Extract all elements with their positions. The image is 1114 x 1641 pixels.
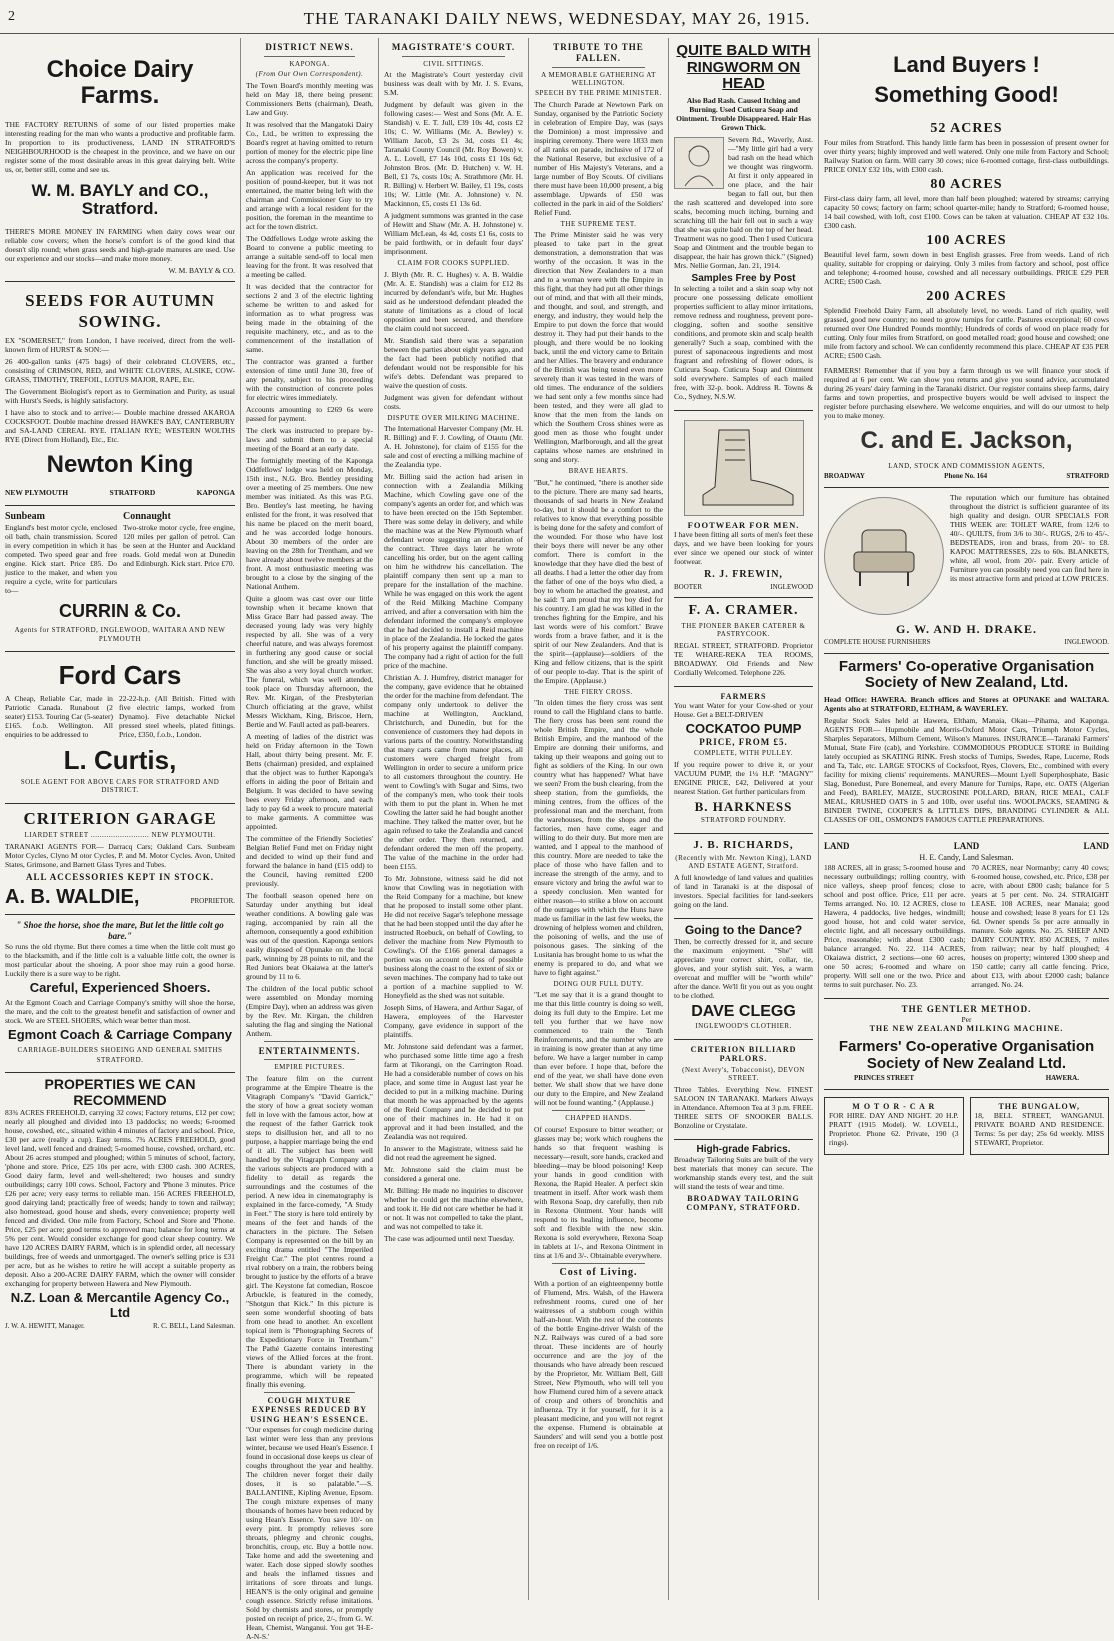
claim-heading: CLAIM FOR COOKS SUPPLIED. [397, 259, 510, 268]
fco2-town: HAWERA. [1045, 1074, 1079, 1083]
bald-body: Severn Rd., Waverly, Aust.—"My little girl had a very bad rash on the head which we thought was ringworm. At first it only appeared in one place, and the hair began to fall out, but then the rash scattered and developed into sore scabs, becoming much itching, burning and scratching till the hair fell out in such a way that she was quite bald on the top of her head. Treatment was no good. Then I used Cuticura Soap and Ointment and the trouble began to disappear, the hair has grown thick." (Signed) Mrs. Nellie Gorman, Jan. 21, 1914. [674, 134, 813, 270]
motor-car-ad [824, 1097, 964, 1156]
farmers-heading: FARMERS [720, 691, 767, 701]
article-paragraph: "In olden times the fiery cross was sent round to call the Highland clans to battle. The fiery cross has been sent round the whole British Empire, and the whole British Empire, and the manhood of the Empire are donning their uniforms, and taking up their weapons and going out to fight as soldiers of the King. In our own country what has happened? What have we seen? From the bush clearing, from the sheep station, from the gumfields, the mining centres, from the offices of the professional man and the merchant, from the warehouses, from the shops and the factories, men have come, eager and willing to do their duty. But more men are wanted, and I appeal to the manhood of this country. More are needed to take the place of those who have fallen and to increase the strength of the army, and to ensure victory and bring the awful war to a speedy conclusion. Men wanted for either reason—to strike a blow on account of the outrages with which the Huns have made us familiar in the last few weeks, the drowning of helpless women and children, the poisoning of wells, and the use of poisonous gases. The sinking of the Lusitania has brought home to us what the enemy is prepared to do, and what we have to fight against." [534, 697, 663, 977]
properties-title: PROPERTIES WE CAN RECOMMEND [44, 1076, 196, 1108]
court-heading: MAGISTRATE'S COURT. [391, 42, 516, 52]
article-paragraph: To Mr. Johnstone, witness said he did not know that Cowling was in negotiation with the Reid Company for a machine, but knew that he proposed to install some other plant. He did not receive Sagar's telephone message that he had been stopped until the day after he instructed Roebuck, on behalf of Cowling, to deliver the machine from New Plymouth to Cowling's. Of the £166 general damages a portion was on account of loss of possible business along the coast to the extent of six or seven machines. The company had to take out a portion of a machine supplied to W. Honeyfield as the shed was not suitable. [384, 873, 523, 1000]
brave-heading: BRAVE HEARTS. [568, 467, 629, 476]
divider [552, 1263, 645, 1264]
article-paragraph: In answer to the Magistrate, witness said he did not read the agreement he signed. [384, 1143, 523, 1162]
milking-machine-ad [824, 999, 1109, 1090]
sunbeam-body: England's best motor cycle, enclosed oil bath, chain transmission. Scored in every competition in which it has competed. Two speed gear and free engine. Kick start. Price £85. Do justice to the maker, and when you require a cycle, write for particulars to— [5, 523, 117, 596]
land-buyers-title: Land Buyers ! [893, 52, 1040, 77]
fco-ad [824, 654, 1109, 834]
cramer-name: F. A. CRAMER. [688, 603, 799, 619]
vacuum-body: If you require power to drive it, or your VACUUM PUMP, the 1¼ H.P. "MAGNY" ENGINE PRICE, £42, Delivered at your nearest Station. Get further particulars from [674, 759, 813, 796]
fco-title: Society of New Zealand, Ltd. [864, 674, 1069, 692]
newton-king-logo: Newton King [46, 450, 194, 478]
chapped-heading: CHAPPED HANDS. [565, 1114, 632, 1123]
article-paragraph: Judgment was given for defendant without costs. [384, 392, 523, 411]
connaught-heading: Connaught [123, 511, 171, 523]
article-paragraph: Mr. Johnstone said defendant was a farmer, who purchased some little time ago a fresh farm at Tikorangi, on the Carrington Road. He had a considerable number of cows on his place, and some time in August last year he decided to put in a milking machine. During that month he was approached by the agents of the Reid Company and he decided to put one of their machines in. He had it on approval and it had been installed, and the Zealandia was not required. [384, 1041, 523, 1141]
divider [552, 67, 645, 68]
fabrics-body: Broadway Tailoring Suits are built of the very best materials that money can secure. The workmanship stands every test, and the suit will stand the tests of wear and time. [674, 1154, 813, 1191]
jackson-ad [824, 38, 1109, 488]
jackson-phone: Phone No. 164 [944, 472, 988, 481]
salesman: R. C. BELL, Land Salesman. [152, 1321, 235, 1330]
article-paragraph: Mr. Billing said the action had arisen in connection with a Zealandia Milking Machine, which Cowling gave one of the company's agents an order for, and which was to have been erected on the 15th September. There was some delay in delivery, and while the machine was at the New Plymouth wharf defendant wrote suggesting an alteration of the contract. Three days later he wrote cancelling his order, but on the agent calling on him he withdrew his cancellation. The plaintiff company then sent up a man to prepare for the installation of the machine. While he was engaged on this work the agent of the Reid Milking Machine Company arrived, and after a conversation with him the defendant informed the company's employee that he had decided to install a Reid machine in place of the Zealandia. He locked the gates of his property against the plaintiff company. The company had a right of action for the full price of the machine. [384, 471, 523, 670]
drake-name: G. W. AND H. DRAKE. [895, 621, 1038, 636]
acres-body: Four miles from Stratford. This handy little farm has been in possession of present owner for over thirty years; highly improved and well watered. Only one mile from Factory and School; Railway Station on farm. Will carry 30 cows; nice 6-roomed cottage, first-class outbuildings. PRICE ONLY £32 10s, with £300 cash. [824, 138, 1109, 175]
something-good-title: Something Good! [874, 82, 1059, 108]
place: STRATFORD [109, 488, 156, 498]
article-paragraph: The Prime Minister said he was very pleased to take part in the great demonstration, a demonstration that was worthy of the occasion. It was in the direction that New Zealanders to a man and to a woman were with the Empire in this fight, that they had put all other things out of mind, and that with all their minds, and thought, and soul, and strength, and energy, and industry, they would help the Empire to put down the force that would destroy it. They had put their hands to the plough, and there would be no looking back, until the end victory came to Britain and her Allies. The bravery and endurance of the British was being tested even more severely than it was tested in the wars of old times. The endurance of the soldiers we had sent only a few months since had been tested, and they were all glad to know that the men from the lands on which the Southern Cross shines were as good men as those who fought under Wellington, Marlborough, and all the great captains whose names are enshrined in song and story. [534, 230, 663, 465]
drake-trade: COMPLETE HOUSE FURNISHERS [824, 638, 931, 647]
article-paragraph: The football season opened here on Saturday under anything but ideal weather conditions. A bowling gale was raging, accompanied by rain all the afternoon, consequently a good exhibition was out of the question. Kaponga seniors easily disposed of Opunake on the local park, winning by 28 points to nil, and the Red Juniors beat Okaiawa at the latter's ground by 11 to 6. [246, 890, 373, 981]
egmont-trades: CARRIAGE-BUILDERS SHOEING AND GENERAL SMITHS [17, 1045, 223, 1054]
farmers-body: You want Water for your Cow-shed or your House. Get a BELT-DRIVEN [674, 701, 813, 720]
girl-portrait-icon [679, 140, 719, 186]
egmont-place: STRATFORD. [96, 1056, 144, 1065]
bald-title: QUITE BALD WITH RINGWORM ON HEAD [676, 42, 811, 92]
broadway-name: BROADWAY TAILORING COMPANY, STRATFORD. [686, 1193, 801, 1213]
fco2-street: PRINCES STREET [854, 1074, 915, 1083]
article-paragraph: The clerk was instructed to prepare by-laws and submit them to a special meeting of the Board at an early date. [246, 425, 373, 453]
acres-body: Splendid Freehold Dairy Farm, all absolutely level, no weeds. Land of rich quality, well grassed, good new country; no need to grow turnips for cattle. Pastures exceptional; 60 cows returned over One Hundred Pounds monthly; Hundreds of cords of wood on place ready for cutting. Only four miles from Stratford, on good metalled road; good house and cowshed; one mile from factory and school. We can confidently recommend this place. CHEAP AT £35 PER ACRE; £500 Cash. [824, 305, 1109, 360]
harkness-sub: STRATFORD FOUNDRY. [700, 816, 787, 825]
clegg-sub: INGLEWOOD'S CLOTHIER. [695, 1022, 792, 1031]
frewin-trade: BOOTER [674, 582, 702, 591]
farmers-note: FARMERS! Remember that if you buy a farm through us we will finance your stock if required at 6 per cent. We can show you returns and give you sound advice, accumulated during 26 years' dairy farming in the Taranaki district. Our register contains sheep farms, dairy farms and town properties, and prospective buyers would be well advised to inspect the register before purchasing elsewhere. We welcome enquiries, and will do our utmost to help you to make money. [824, 365, 1109, 420]
divider [552, 1110, 645, 1111]
seeds-body: 26 400-gallon tanks (475 bags) of their celebrated CLOVERS, etc., consisting of CRIMSON, RED, and WHITE CLOVERS, ALSIKE, COW-GRASS, TIMOTHY, TREFOIL, LOTUS MAJOR, RAPE, Etc. [5, 356, 235, 384]
article-paragraph: The contractor was granted a further extension of time until June 30, free of any penalty, subject to his proceeding with the construction of concrete poles for electric wires immediately. [246, 356, 373, 402]
candy-listings-left: 188 ACRES, all in grass; 5-roomed house and necessary outbuildings; rolling country, with nice valleys, sheep proof fences; close to school and post office. Price, £11 per acre. Terms arranged. No. 10. 12 ACRES, close to Hawera, 4 paddocks, live hedges, windmill; good house, hot and cold water service, electric light, and all necessary outbuildings. Price, reasonable; with about £300 cash; balance arranged. No. 22. 114 ACRES, Okaiawa district, 2 sections—one 60 acres, one 50 acres; 6-roomed and whare on property. Will sell one or the two. Price and terms to suit purchaser. No. 23. [824, 862, 966, 989]
article-paragraph: Quite a gloom was cast over our little township when it became known that Miss Grace Barr had passed away. The deceased young lady was very highly respected by all. She was of a very cheerful nature, and was always foremost in furthering any good cause or social function, and she will be greatly missed. She was also a very loyal church worker. The funeral, which was well attended, took place on Thursday afternoon, the Rev. Mr. Kirgan, of the Presbyterian Church officiating at the grave, whilst Messrs Wickham, King, Briscoe, Hern, Bertie and W. Faull acted as pall-bearers. [246, 593, 373, 729]
article-paragraph: "Let me say that it is a grand thought to me that this little country is doing so well, doing its full duty to the Empire. Let me tell you further that we have now commenced to train the Tenth Reinforcements, and the number who are in training is now greater than at any time before. We have a larger number in camp than ever before. I hope that, before the end of the year, we shall have done even better. We shall show that we have done our duty to the Empire, and New Zealand will not be found wanting." (Applause.) [534, 990, 663, 1108]
article-paragraph: The fortnightly meeting of the Kaponga Oddfellows' lodge was held on Monday, 15th inst., N.G. Bro. Bentley presiding over a meeting of 25 members. One new member was initiated. As this was P.G. Bro. Bentley's last meeting, he having enlisted for the front, it was resolved that his name be placed on the merit board, and he was accorded lodge honours. About 30 members of the order are leaving on the 28th for Trentham, and we have already about twelve members at the front. A most enthusiastic meeting was brought to a close by the singing of the National Anthem. [246, 455, 373, 591]
criterion-title: CRITERION GARAGE [23, 808, 217, 828]
richards-body: A full knowledge of land values and qualities of land in Taranaki is at the disposal of investors. Special facilities for land-seekers going on the land. [674, 872, 813, 909]
boot-icon [689, 425, 799, 511]
bungalow-ad [970, 1097, 1110, 1156]
manager: J. W. A. HEWITT, Manager. [5, 1321, 85, 1330]
richards-name: J. B. RICHARDS, [693, 838, 794, 851]
masthead [0, 0, 1114, 34]
divider [264, 1392, 355, 1393]
doing-heading: DOING OUR FULL DUTY. [553, 979, 644, 988]
choice-dairy-title: Choice Dairy Farms. [46, 56, 194, 110]
column-tribute [529, 38, 668, 1600]
acres-heading: 52 ACRES [930, 121, 1003, 137]
frewin-place: INGLEWOOD [770, 582, 813, 591]
dance-heading: Going to the Dance? [684, 922, 803, 937]
article-paragraph: An application was received for the position of pound-keeper, but it was not entertained, the matter being left with the chairman and Commissioner Guy to try and arrange with a local resident for the position, the foreman in the meantime to act for the town district. [246, 167, 373, 231]
article-paragraph: The Town Board's monthly meeting was held on May 18, there being present: Commissioners Betts (chairman), Death, Law and Guy. [246, 80, 373, 117]
article-paragraph: A judgment summons was granted in the case of Hewitt and Shaw (Mr. A. H. Johnstone) v. William McLean, 4s 4d, costs £1 6s, costs to be paid forthwith, or in default four days' imprisonment. [384, 211, 523, 257]
jackson-sub: LAND, STOCK AND COMMISSION AGENTS, [888, 461, 1045, 470]
newton-places [5, 486, 235, 499]
fco-title: Farmers' Co-operative Organisation [838, 657, 1095, 675]
divider [264, 1059, 355, 1060]
divider [264, 1041, 355, 1042]
entertainments-heading: ENTERTAINMENTS. [258, 1045, 361, 1056]
ford-right-text: 22-22-h.p. (All British. Fitted with five electric lamps, worked from Dynamo). Five detachable Nickel pressed steel wheels, plated fittings. Price, £350, f.o.b., London. [118, 693, 235, 739]
broadway-tailoring-ad [674, 1140, 813, 1213]
armchair-icon [844, 516, 924, 596]
egmont-coach-ad [5, 915, 235, 1073]
shoe-body: So runs the old rhyme. But there comes a time when the little colt must go to the blacksmith, and if the little colt is a valuable little colt, the owner is most particular about the shoeing. A poor shoe may ruin a good horse. Luckily there is a sure way to be right. [5, 942, 235, 979]
land-label: LAND [953, 840, 980, 851]
article-paragraph: At the Magistrate's Court yesterday civil business was dealt with by Mr. J. S. Evans, S.M. [384, 70, 523, 98]
fco-head-office: Head Office: HAWERA. Branch offices and Stores at OPUNAKE and WALTARA. Agents also at STRATFORD, ELTHAM, & WAVERLEY. [824, 694, 1109, 713]
criterion-garage-ad [5, 804, 235, 916]
article-paragraph: J. Blyth (Mr. R. C. Hughes) v. A. B. Waldie (Mr. A. E. Standish) was a claim for £12 8s incurred by defendant's wife, but Mr. Hughes said as he understood defendant pleaded the statute of limitations as a cloud of local opposition and been secured, and therefore the claim could not succeed. [384, 269, 523, 333]
column-magistrates-court [379, 38, 528, 1600]
empire-pictures-heading: EMPIRE PICTURES. [274, 1063, 345, 1072]
article-paragraph: Mr. Billing: He made no inquiries to discover whether he could get the machine elsewhere, and took it. He did not care whether he had it or not. It was not compelled to take the plant, and was not compelled to take it. [384, 1185, 523, 1231]
article-paragraph: The children of the local public school were assembled on Monday morning (Empire Day), when an address was given by the Rev. Mr. Kirgan, the children saluting the flag and singing the National Anthem. [246, 983, 373, 1038]
fco-body: Regular Stock Sales held at Hawera, Eltham, Manaia, Okau—Pihama, and Kaponga. AGENTS FOR— Hupmobile and Morris-Oxford Motor Cars, Triumph Motor Cycles, Sharples Separators, Milburn Cement, Wilson's Manures. INSURANCE—Taranaki Farmers' Mutual, State Fire (cab), and Yorkshire. COMMODIOUS PRODUCE STORE in Building lately occupied as SKATING RINK. Fresh stocks of Turnips, Swedes, Rape, Lucerne, Rods and Ta, Talc, etc. LARGE STOCKS of Cocksfoot, Ryes, Clovers, Etc., combined with every facility for mixing clients' requirements. MANURES—Mount Lyell Superphosphate, Basic Slag, Bonedust, Pure Bonemeal, and every Manure for Turnips, Rape, etc. OATS (Algerian and Feed), BARLEY, MAIZE, SUCROSINE POLLARD, BRAN, RICE MEAL, CALF MEAL, KRUSHED OATS in 5 and 10lb, over useful tins. WOOLPACKS, SEAMING & BINDER TWINE, COOPER'S & LITTLE'S DIPS, BRANDING CYLINDER & ALL CLASSES OF OIL, OSMOND'S FAMOUS CATTLE PREPARATIONS. [824, 715, 1109, 824]
choice-dairy-ad [5, 38, 235, 282]
per-text: Per [961, 1014, 972, 1024]
bayly-name: W. M. BAYLY and CO., Stratford. [31, 180, 209, 219]
billiard-address: (Next Avery's, Tobacconist), DEVON STREET. [682, 1066, 805, 1083]
drake-place: INGLEWOOD. [1064, 638, 1109, 647]
column-ads-left [0, 38, 240, 1600]
article-paragraph: It was decided that the contractor for sections 2 and 3 of the electric lighting scheme be written to and asked for information as to what progress was being made in the obtaining of the requisite machinery, etc., and as to the commencement of the installation of same. [246, 281, 373, 354]
land-label: LAND [1083, 840, 1109, 851]
footwear-heading: FOOTWEAR FOR MEN. [687, 519, 800, 530]
article-paragraph: Accounts amounting to £269 6s were passed for payment. [246, 404, 373, 423]
acres-heading: 200 ACRES [926, 288, 1007, 304]
divider [402, 56, 505, 57]
samples-heading: Samples Free by Post [691, 272, 796, 284]
properties-ad [5, 1073, 235, 1330]
place: NEW PLYMOUTH [5, 488, 69, 498]
frewin-name: R. J. FREWIN, [704, 568, 783, 580]
seeds-body: The Government Biologist's report as to Germination and Purity, as usual with Hurst's Seeds, is highly satisfactory. [5, 386, 235, 405]
gentler-heading: THE GENTLER METHOD. [901, 1003, 1032, 1014]
nzmm-heading: THE NEW ZEALAND MILKING MACHINE. [869, 1023, 1064, 1033]
seeds-ad [5, 282, 235, 506]
column-ads-right [819, 38, 1114, 1600]
article-paragraph: Mr. Standish said there was a separation between the parties about eight years ago, and the fact had been publicly notified that defendant would not be responsible for his wife's debts. Defendant was prepared to waive the question of costs. [384, 335, 523, 390]
richards-ad [674, 834, 813, 919]
seeds-body: EX "SOMERSET," from London, I have received, direct from the well-known firm of HURST & SON:— [5, 335, 235, 354]
armchair-image [824, 497, 944, 615]
page-number: 2 [8, 9, 16, 24]
seeds-title: SEEDS FOR AUTUMN SOWING. [25, 291, 215, 331]
drake-body: The reputation which our furniture has obtained throughout the district is sufficient guarantee of its high quality and design. OUR SPECIALS FOR THIS WEEK are: TOILET WARE, from 12/6 to 40/-. QUILTS, from 3/6 to 30/-. RUGS, 2/6 to 45/-. BEDSTEADS, iron and brass, from 20/- to £8. KAPOC MATTRESSES, 22s to 60s. BLANKETS, white, all wool, from 20/- pair. Every article of Furniture you can possibly need you can find here in its most attractive form and priced at LOW PRICES. [950, 492, 1109, 583]
divider [264, 56, 355, 57]
drake-ad [824, 488, 1109, 654]
fco2-title: Society of New Zealand Ltd. [866, 1054, 1067, 1072]
cockatoo-sub: COMPLETE, WITH PULLEY. [693, 749, 794, 758]
article-paragraph: The committee of the Friendly Societies' Belgian Relief Fund met on Friday night and decided to wind up their fund and forward the balance in hand (£15 odd) to the Council, having remitted £200 previously. [246, 833, 373, 888]
dispute-heading: DISPUTE OVER MILKING MACHINE. [387, 413, 520, 422]
article-paragraph: "Our expenses for cough medicine during last winter were less than any previous winter, because we used Hean's Essence. I found in occasional dose keeps us clear of coughs throughout the year and healthy. The children never forget their daily doses, it is so palatable."—S. BALLANTINE, Kipling Avenue, Epsom. The cough mixture expenses of many thousands of homes have been reduced by using Hean's Essence. You save 10/- on every pint. It promptly relieves sore throats, phlegmy and chronic coughs, bronchitis, croup, etc. Buy a bottle now. Take home and add the sweetening and water. Each dose sipped slowly soothes and heals the inflamed tissues and irritations of sore throats and lungs. HEAN'S is the only original and genuine cough essence. Strictly refuse imitations. Sold by chemists and stores, or promptly posted on receipt of price, 2/-, from G. W. Hean, Chemist, Wanganui. You get 'H-E-A-N-S.' [246, 1424, 373, 1641]
article-paragraph: Of course! Exposure to bitter weather; or glasses may be; work which roughens the hands so that frequent washing is necessary—result, sore hands, cracked and bleeding—may be blood poisoning! Keep your hands in good condition with Rexona, the Rapid Healer. A perfect skin treatment in itself. After work wash them with Rexona Soap, dry carefully, then rub in Rexona Ointment. Your hands will respond to its healing influence, become soft and flexible with the new skin. Rexona is sold everywhere, Rexona Soap in tablets at 1/-, and Rexona Ointment in tins at 1/6 and 3/-. Obtainable everywhere. [534, 1124, 663, 1260]
acres-heading: 80 ACRES [930, 177, 1003, 193]
speech-heading: SPEECH BY THE PRIME MINISTER. [535, 89, 662, 98]
article-paragraph: The Oddfellows Lodge wrote asking the Board to convene a public meeting to arrange a suitable send-off to local men leaving for the front. It was resolved that a meeting be called. [246, 233, 373, 279]
girl-portrait-image [674, 137, 724, 189]
article-paragraph: The Church Parade at Newtown Park on Sunday, organised by the Patriotic Society in celebration of Empire Day, was (says the Dominion) a most impressive and inspiring ceremony. There were 1833 men of all ranks on parade, inclusive of 172 of the National Reserve, but exclusive of a number of His Majesty's Veterans, and a large number of Boy Scouts. Of civilians there must have been 10,000 present, a big assemblage. Upwards of £50 was collected in the park in aid of the Soldiers' Relief Fund. [534, 99, 663, 217]
article-paragraph: A meeting of ladies of the district was held on Friday afternoon in the Town Hall, about thirty being present. Mr. F. Betts (chairman) presided, and explained that the object was to further Kaponga's efforts in aiding the poor of Britain and Belgium. It was decided to have sewing bees every Friday afternoon, and each lady to pay 6d a week to procure material to make garments. A committee was appointed. [246, 731, 373, 831]
acres-body: Beautiful level farm, sown down in best English grasses. Free from weeds. Land of rich quality, suitable for cropping or dairying. Only 3 miles from factory and school, post office and telephone; 4-roomed house, cowshed and all necessary outbuildings. PRICE £29 PER ACRE; £500 Cash. [824, 249, 1109, 286]
acres-body: First-class dairy farm, all level, more than half been ploughed; watered by streams; carrying capacity 50 cows; factory on farm; school quarter-mile; handy to Stratford; 6-roomed house, 14 bail cowshed, with loft, cost £100. Cows can be taken at valuation. CHEAP AT £32 10s. £300 cash. [824, 193, 1109, 230]
jackson-town: STRATFORD [1066, 472, 1109, 481]
billiard-body: Three Tables. Everything New. FINEST SALOON IN TARANAKI. Markers Always in Attendance. Afternoon Tea at 3 p.m. FREE. THREE SETS OF SNOOKER BALLS. Bonzoline or Crystalate. [674, 1084, 813, 1130]
place: KAPONGA [196, 488, 235, 498]
article-paragraph: The case was adjourned until next Tuesday. [384, 1233, 515, 1243]
seeds-body: I have also to stock and to arrive:— Double machine dressed AKAROA COCKSFOOT. Double machine dressed HAWKE'S BAY, CANTERBURY and SA-LAND CEREAL RYE. ITALIAN RYE; WESTERN WOLTHS RYE (Direct from Holland), Etc., Etc. [5, 407, 235, 444]
acres-heading: 100 ACRES [926, 232, 1007, 248]
richards-sub: (Recently with Mr. Newton King), LAND AND ESTATE AGENT, Stratford. [675, 853, 812, 871]
bottom-ads [824, 1090, 1109, 1159]
bayly-body: THERE'S MORE MONEY IN FARMING when dairy cows wear our reliable cow covers; when the horse's comfort is of the good kind that doesn't slip round; when grass seeds and high-grade manures are used. Use our experience and our stocks—and make more money. [5, 227, 235, 264]
gathering-heading: A MEMORABLE GATHERING AT WELLINGTON. [541, 70, 656, 87]
candy-listings-right: 70 ACRES, near Normanby; carry 40 cows; 6-roomed house, cowshed, etc. Price, £38 per acre, with about £800 cash; balance for 5 years at 5 per cent. No. 24. STRAIGHT LEASE. 108 ACRES, near Manaia; good house and cowshed; lease 8 years for £1 12s 6d. Owner spends 5s per acre annually in manure. Sole agents. No. 25. SHEEP AND DAIRY COUNTRY. 850 ACRES, 7 miles from railway; near by half ploughed; 4 houses on property; wintered 1300 sheep and 150 cattle; carry all cattle fencing. Price, about £13, with about £2000 cash; balance arranged. No. 24. [971, 862, 1109, 989]
sunbeam-heading: Sunbeam [5, 511, 46, 523]
cramer-address: REGAL STREET, STRATFORD. Proprietor TE WHARE-REKA TEA ROOMS, BROADWAY. Old Friends and New Cordially Welcomed. Telephone 226. [674, 640, 813, 677]
newspaper-title: THE TARANAKI DAILY NEWS, WEDNESDAY, MAY 26, 1915. [303, 9, 811, 28]
choice-dairy-body: THE FACTORY RETURNS of some of our listed properties make interesting reading for the man who wants a productive and profitable farm. In proportion to its productiveness, LAND IN STRATFORD'S NEIGHBOURHOOD is the cheapest in the province, and we have on our register some of the most desirable areas in this great dairying belt. Write us, or, better still, come and see us. [5, 119, 235, 174]
shoe-quote: " Shoe the horse, shoe the mare, But let the little colt go bare." [16, 920, 224, 942]
tribute-heading: TRIBUTE TO THE FALLEN. [553, 42, 644, 63]
cost-heading: Cost of Living. [559, 1266, 638, 1278]
careful-body: At the Egmont Coach and Carriage Company's smithy will shoe the horse, the mare, and the colt to the greatest benefit and satisfaction of owner and stock. We are STEEL SHOERS, which wear better than most. [5, 998, 235, 1026]
currin-name: CURRIN & Co. [59, 601, 181, 622]
cockatoo-title: COCKATOO PUMP [685, 721, 802, 737]
column-district-news [241, 38, 378, 1641]
civil-heading: CIVIL SITTINGS. [423, 59, 484, 68]
article-paragraph: Joseph Sims, of Hawera, and Arthur Sagar, of Hawera, employees of the Harvester Company, gave evidence in support of the plaintiffs. [384, 1002, 523, 1039]
article-paragraph: The feature film on the current programme at the Empire Theatre is the Vitagraph Company's "David Garrick," the story of how a great society woman fell in love with the famous actor, how at the request of the father Garrick took steps to disillusion her, and all to no purpose, a happier marriage being the end of it all. The subject has been well handled by the Vitagraph Company and the various subjects are produced with a fidelity to detail as regards the surroundings and the costumes of the period. A new idea in cinematography is explained in the farce-comedy, "A Study in Feet." The story is here told entirely by means of the feet and hands of the characters in the picture. The Selsen Company is represented on the bill by an exciting drama entitled "The Imperiled Freight Car." The plot centres round a rival robbery on a train, the robbers being brought to justice by the efforts of a brave girl. The Keystone fat comedian, Roscoe Arbuckle, is featured in the comedy, "Shotgun that Kick." In this picture is seen some wonderful shooting of bats from one head to another. An excellent topical item is "Photographing Secrets of the Expeditionary Force in Trentham." The Pathé Gazette contains interesting views of the Allied forces at the front. There is abundant variety in the programme, which will be repeated finally this evening. [246, 1073, 373, 1389]
billiard-title: CRITERION BILLIARD PARLORS. [690, 1044, 797, 1064]
fiery-heading: THE FIERY CROSS. [564, 687, 633, 696]
article-paragraph: "But," he continued, "there is another side to the picture. There are many sad hearts, thousands of sad hearts in New Zealand to-day, but it should be a comfort to the relatives to know that everything possible is being done for the safety and comfort of the wounded. For those who have lost their boys there will never be any other comfort. There is comfort in the knowledge that they have died the best of all deaths. I had a letter the other day from the father of one of the boys who died, a boy to whom he attached the greatest, and he said: 'I am proud that my boy died for his country. I am glad he was killed in the trenches fighting for the Empire, and his last words were of his comfort.' Brave words from a brave father, and it is the spirit of our New Zealanders. And that is the spirit—(applause)—soldiers of the King and fellow citizens, that is the spirit of our people to-day. That is the spirit of the Empire. (Applause.) [534, 477, 663, 685]
nz-loan-name: N.Z. Loan & Mercantile Agency Co., Ltd [10, 1290, 230, 1320]
dance-body: Then, be correctly dressed for it, and secure the maximum enjoyment. "She" will appreciate your correct shirt, collar, tie, gloves, and your stylish suit. Yes, a warm overcoat and muffler will be "worth while" after the dance. We'll fit you out as you ought to be clothed. [674, 936, 813, 1000]
criterion-accessories: ALL ACCESSORIES KEPT IN STOCK. [26, 871, 214, 882]
kaponga-heading: KAPONGA. [289, 59, 330, 68]
harkness-name: B. HARKNESS [694, 798, 793, 814]
article-paragraph: The International Harvester Company (Mr. H. R. Billing) and F. J. Cowling, of Otautu (Mr. A. H. Johnstone), for claim of £155 for the sale and cost of erecting a milking machine of the Zealandia type. [384, 423, 523, 469]
egmont-name: Egmont Coach & Carriage Company [8, 1027, 232, 1043]
criterion-address: LIARDET STREET .......................... NEW PLYMOUTH. [24, 831, 216, 840]
curtis-sub: SOLE AGENT FOR ABOVE CARS FOR STRATFORD AND DISTRICT. [20, 778, 220, 795]
cockatoo-price: PRICE, FROM £5. [699, 736, 788, 747]
properties-body: 83¾ ACRES FREEHOLD, carrying 32 cows; Factory returns, £12 per cow; nearly all ploughed and divided into 13 paddocks; no weeds; 6-roomed house, cowshed, etc., situated within 4 minutes of factory and school. Price, £30 per acre (really a cup). Easy terms. 7¾ ACRES FREEHOLD, good level land, well fenced and drained; 5-roomed house, cowshed, orchard, etc. About 26 acres stumped and ploughed; within 5 minutes of school, factory, 'phone and store. Price, £25 10s per acre, with £300 cash. 300 ACRES, Good dairy farm, level and well-sheltered; two houses and sundry outbuildings; carry 100 cows. School, Factory and 'Phone 3 minutes. Price £26 per acre; very easy terms to reliable man. 156 ACRES FREEHOLD, good dairying land; practically free of weeds; handy to town and railway; also homestead, good house and sheds, every convenience; property well fenced and divided. One mile from Factory, School and Store and 'Phone. Price, £25 per acre; good terms to approved man; balance for long terms at 5% per cent. Would consider exchange for good clear sheep country. We have 120 ACRES DAIRY FARM, which is in splendid order, all necessary buildings, free of weeds and unmortgaged. The owner's selling price is £31 per acre, but as he wishes to retire he will accept a suitable property as deposit. Also a 200-ACRE DAIRY FARM, which the owner will consider exchanging for property between Hawera and New Plymouth. [5, 1108, 235, 1289]
clegg-ad [674, 919, 813, 1040]
bayly-signature: W. M. BAYLY & CO. [168, 266, 235, 276]
ford-left-text: A Cheap, Reliable Car, made in Patriotic Canada. Runabout (2 seater) £153. Touring Car (5-seater) £165. f.o.b. Wellington. All enquiries to be addressed to [5, 693, 113, 739]
cough-heading: COUGH MIXTURE EXPENSES REDUCED BY USING HEAN'S ESSENCE. [250, 1395, 369, 1424]
cuticura-ad [674, 38, 813, 411]
bald-subtitle: Also Bad Rash. Caused Itching and Burning. Used Cuticura Soap and Ointment. Trouble Disappeared. Hair Has Grown Thick. [676, 95, 811, 132]
article-paragraph: Judgment by default was given in the following cases:— West and Sons (Mr. A. E. Standish) v. E. T. Jull, £39 10s 4d, costs £2 10s; C. W. Williams (Mr. A. Bewley) v. William Jacob, £3 2s 3d, costs £1 4s; Taranaki County Council (Mr. Roy Bowen) v. A. L. Lovell, £7 14s 10d, costs £1 10s 6d; Johnston Bros. (Mr. D. Hutchen) v. W. H. Bell, £1 7s, costs 10s; A. Strathmore (Mr. H. R. Billing) v. Herbert W. Bailey, £1 19s, costs 10s; W. Little (Mr. A. Johnstone) v. N. Mackinnon, £5, costs £1 13s 6d. [384, 100, 523, 209]
fco2-title: Farmers' Co-operative Organisation [838, 1038, 1095, 1056]
article-paragraph: Mr. Johnstone said the claim must be considered a general one. [384, 1164, 523, 1183]
motor-heading: M O T O R - C A R [852, 1101, 936, 1111]
jackson-name: C. and E. Jackson, [860, 426, 1073, 454]
cramer-ad [674, 598, 813, 687]
currin-places: Agents for STRATFORD, INGLEWOOD, WAITARA AND NEW PLYMOUTH [14, 626, 226, 643]
waldie-role: PROPRIETOR. [190, 897, 235, 906]
waldie-name: A. B. WALDIE, [5, 886, 140, 909]
motor-body: FOR HIRE. DAY AND NIGHT. 20 H.P. PRATT (1915 Model). W. LOVELL, Proprietor. Phone 62. Private, 190 (3 rings). [829, 1111, 959, 1148]
article-paragraph: It was resolved that the Mangatoki Dairy Co., Ltd., be written to expressing the Board's regret at having omitted to return portion of money for the electric pipe line across the company's property. [246, 119, 373, 165]
cramer-sub: THE PIONEER BAKER CATERER & PASTRYCOOK. [681, 621, 806, 639]
samples-body: In selecting a toilet and a skin soap why not procure one possessing delicate emollient properties sufficient to allay minor irritations, remove redness and roughness, prevent pore-clogging, soften and soothe sensitive conditions, and promote skin and scalp health generally? Such a soap, combined with the purest of saponaceous ingredients and most fragrant and refreshing of flower odors, is Cuticura Soap. Cuticura Soap and Ointment sold everywhere. Samples of each mailed free, with 32-p. book. Address R. Towns & Co., Sydney, N.S.W. [674, 283, 813, 401]
ford-title: Ford Cars [58, 659, 182, 690]
harkness-ad [674, 687, 813, 834]
curtis-name: L. Curtis, [63, 744, 177, 775]
connaught-body: Two-stroke motor cycle, free engine, 120 miles per gallon of petrol. Can be seen at the Hunter and Auckland roads. Gold medal won at Dunedin and Edinburgh. Kick start. Price £70. [123, 523, 235, 569]
land-label: LAND [824, 840, 850, 851]
correspondent: (From Our Own Correspondent). [255, 70, 364, 79]
supreme-heading: THE SUPREME TEST. [560, 219, 637, 228]
careful-heading: Careful, Experienced Shoers. [29, 980, 211, 996]
footwear-body: I have been fitting all sorts of men's feet these days, and we have been looking for yours ever since we opened our stock of winter footwear. [674, 529, 813, 566]
criterion-body: TARANAKI AGENTS FOR— Darracq Cars; Oakland Cars. Sunbeam Motor Cycles, Clyno M otor Cycles, P. and M. Motor Cycles. Avon, United States, Grimsone, and Barnett Glass Tyres and Tubes. [5, 841, 235, 869]
candy-ad [824, 834, 1109, 999]
frewin-ad [674, 411, 813, 599]
bungalow-heading: THE BUNGALOW, [998, 1101, 1081, 1111]
bungalow-body: 18, BELL STREET, WANGANUI. PRIVATE BOARD AND RESIDENCE. Terms: 5s per day; 25s 6d weekly. MISS STEWART, Proprietor. [974, 1111, 1104, 1148]
column-ads-middle [669, 38, 818, 1600]
ford-ad [5, 652, 235, 804]
billiard-ad [674, 1040, 813, 1140]
fabrics-heading: High-grade Fabrics. [696, 1143, 791, 1155]
motorcycle-ad [5, 506, 235, 652]
article-paragraph: With a portion of an eighteenpenny bottle of Flumend, Mrs. Walsh, of the Hawera refreshment rooms, cured one of her waitresses of a stubborn cough within half-an-hour. With the rest of the contents of the bottle Engine-driver Walsh of the N.Z. Railways was cured of a bad sore throat. These incidents are of hourly occurrence and are the joy of the thousands who have already been rescued by the Proprietor, Mr. William Bell, Gill Street, New Plymouth, who will tell you how Flumend cured him of a severe attack of croup and others of bronchitis and influenza. Try it for yourself, for it is a pleasant medicine, and you will not regret the expense. Flumend is obtainable at Saunders' and will send you a bottle post free on receipt of 1/6. [534, 1278, 663, 1450]
article-paragraph: Christian A. J. Humfrey, district manager for the company, gave evidence that he obtained the order for the machine from defendant. The company only undertook to deliver the machine at Wellington, Auckland, Christchurch, and Dunedin, but for the convenience of customers they had depots in various parts of the country. Notwithstanding that many carts came from manor places, all customers were charged freight from Wellington in order to secure a uniform price to all customers throughout the country. He went to Cowling's with Sugar and Sims, two of the company's men, who took their tools with them to put the plant in. When he met Cowling the latter said he had bought another machine. They talked the matter over, but he again refused to take the Zealandia and cancel the other order. They then returned, and defendant ordered the men off the property. The value of the machine in the order had been £155. [384, 672, 523, 871]
district-news-heading: DISTRICT NEWS. [265, 42, 354, 52]
boot-image [684, 420, 804, 516]
jackson-street: BROADWAY [824, 472, 865, 481]
clegg-name: DAVE CLEGG [691, 1002, 796, 1020]
candy-name: H. E. Candy, Land Salesman. [919, 853, 1014, 863]
